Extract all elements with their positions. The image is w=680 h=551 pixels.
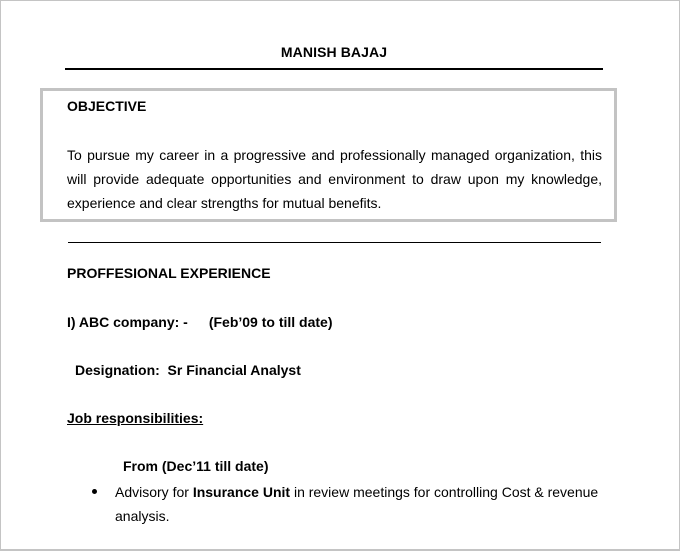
experience-heading: PROFFESIONAL EXPERIENCE bbox=[67, 265, 271, 281]
bullet-text-suffix: in review meetings for controlling Cost & revenue analysis. bbox=[115, 484, 599, 524]
company-line bbox=[67, 314, 333, 330]
job-responsibilities-heading: Job responsibilities: bbox=[67, 410, 204, 426]
bullet-text-prefix: Advisory for bbox=[115, 484, 193, 500]
company-name: I) ABC company: - bbox=[67, 314, 188, 330]
candidate-name: MANISH BAJAJ bbox=[280, 44, 388, 60]
list-item bbox=[92, 480, 612, 528]
designation: Designation: Sr Financial Analyst bbox=[75, 362, 301, 378]
responsibility-list bbox=[92, 480, 612, 528]
section-divider bbox=[68, 242, 601, 243]
objective-section bbox=[40, 88, 617, 222]
responsibility-period: From (Dec’11 till date) bbox=[123, 458, 269, 474]
bullet-text-bold: Insurance Unit bbox=[192, 484, 291, 500]
company-period: (Feb’09 to till date) bbox=[208, 314, 333, 330]
objective-text: To pursue my career in a progressive and professionally managed organization, this will provide adequate opportunities and environment to draw upon my knowledge, experience and clear strengths for mutual benefits. bbox=[67, 147, 602, 211]
objective-heading: OBJECTIVE bbox=[67, 98, 147, 114]
bullet-icon bbox=[92, 489, 97, 494]
header-divider bbox=[65, 68, 603, 70]
